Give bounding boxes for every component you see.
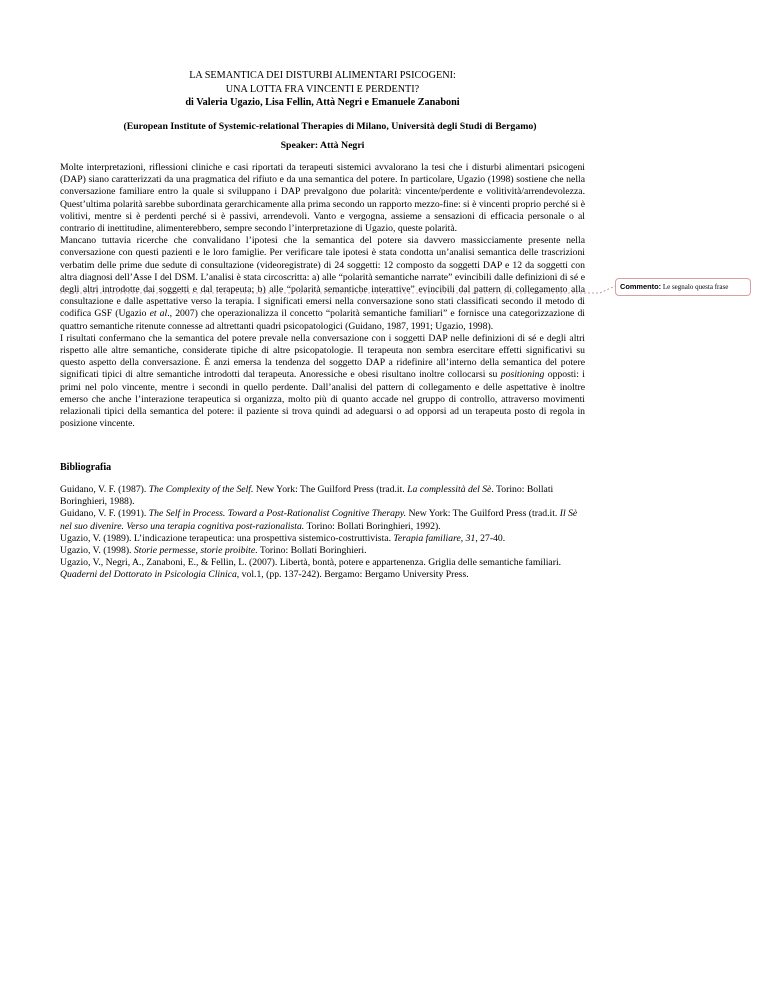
ref2-title: The Self in Process. Toward a Post-Rationalist Cognitive Therapy. bbox=[148, 508, 407, 520]
comment-connector-line bbox=[60, 283, 615, 295]
ref4-title: Storie permesse, storie proibite bbox=[133, 545, 256, 557]
bibliography-heading: Bibliografia bbox=[60, 462, 112, 473]
abstract-body bbox=[60, 162, 585, 430]
abstract-p3-text-b: opposti: i primi nel polo vincente, mentre i secondi in quello perdente. Dall’analisi del pattern di collegamento e delle aspettative è inoltre emerso che anche l’interazione terapeutica si organizza, molto più di quanto accade nel gruppo di controllo, attraverso movimenti relazionali tipici della semantica del potere: il paziente si trova quindi ad adeguarsi o ad opporsi ad un terapeuta posto di regola in posizione vincente. bbox=[60, 369, 585, 430]
ref3-volume: 31 bbox=[465, 532, 476, 544]
ref5-text-b: , vol.1, (pp. 137-242). Bergamo: Bergamo University Press. bbox=[236, 569, 469, 581]
ref1-translation-title: La complessità del Sè bbox=[407, 484, 492, 495]
ref1-text-a: Guidano, V. F. (1987). bbox=[60, 484, 149, 495]
comment-balloon[interactable] bbox=[615, 278, 751, 296]
ref1-text-c: . Torino: Bollati Boringhieri, 1988). bbox=[60, 484, 554, 508]
ref3-text-c: , 27-40. bbox=[475, 532, 506, 544]
abstract-p2-text-a: Mancano tuttavia ricerche che convalidano l’ipotesi che la semantica del potere sia davvero massicciamente presente nella conversazione con questi pazienti e le loro famiglie. Per verificare tale ipotesi è stata condotta un’analisi semantica delle trascrizioni verbatim delle prime due sedute di consultazione (videoregistrate) di 24 soggetti: 12 composto da soggetti DAP e 12 da soggetti con altra diagnosi dell’Asse I del DSM. L’analisi è stata circoscritta: a) alle “polarità semantiche narrate” evincibili dalle definizioni di sé e degli altri introdotte dai soggetti e dal terapeuta; b) alle “polarità semantiche interattive” evincibili dal pattern di collegamento alla consultazione e dalle aspettative verso la terapia. I significati emersi nella conversazione sono stati classificati secondo il metodo di codifica GSF (Ugazio bbox=[60, 235, 585, 320]
ref1-text-b: New York: The Guilford Press (trad.it. bbox=[253, 484, 408, 495]
comment-text: Le segnalo questa frase bbox=[661, 283, 729, 291]
ref3-text-b: , bbox=[460, 532, 466, 544]
ref5-journal: Quaderni del Dottorato in Psicologia Clinica bbox=[60, 569, 237, 581]
ref5-text-a: Ugazio, V., Negri, A., Zanaboni, E., & Fellin, L. (2007). Libertà, bontà, potere e appartenenza. Griglia delle semantiche familiari. bbox=[60, 557, 562, 569]
ref1-title: The Complexity of the Self. bbox=[148, 484, 254, 495]
ref2-text-c: Torino: Bollati Boringhieri, 1992). bbox=[304, 520, 441, 532]
abstract-p3-text-a: I risultati confermano che la semantica del potere prevale nella conversazione con i soggetti DAP nelle definizioni di sé e degli altri rispetto alle altre semantiche, considerate tipiche di altre psicopatologie. Il terapeuta non sembra esercitare effetti significativi su questo aspetto della conversazione. È anzi emersa la tendenza del soggetto DAP a ridefinire all’interno della semantica del potere significati tipici di altre semantiche introdotti dal terapeuta. Anoressiche e obesi risultano inoltre collocarsi su bbox=[60, 332, 585, 381]
ref4-text-b: . Torino: Bollati Boringhieri. bbox=[255, 545, 367, 557]
bibliography-list bbox=[60, 484, 585, 582]
abstract-paragraph-1: Molte interpretazioni, riflessioni cliniche e casi riportati da terapeuti sistemici avvalorano la tesi che i disturbi alimentari psicogeni (DAP) siano caratterizzati da una pragmatica del rifiuto e da una semantica del potere. In particolare, Ugazio (1998) sostiene che nella conversazione familiare entro la quale si sviluppano i DAP prevalgono due polarità: vincente/perdente e volitività/arrendevolezza. Quest’ultima polarità sarebbe subordinata gerarchicamente alla prima secondo un rapporto mezzo-fine: si è vincenti proprio perché si è volitivi, mentre si è perdenti perché si è passivi, arrendevoli. Vanto e vergogna, assieme a sensazioni di efficacia personale o al contrario di inettitudine, alimenterebbero, sempre secondo l’interpretazione di Ugazio, queste polarità. bbox=[60, 162, 585, 235]
ref4-text-a: Ugazio, V. (1998). bbox=[60, 545, 134, 557]
abstract-p3-italic: positioning bbox=[500, 369, 545, 381]
ref2-text-a: Guidano, V. F. (1991). bbox=[60, 508, 149, 520]
title-line-1: LA SEMANTICA DEI DISTURBI ALIMENTARI PSICOGENI: bbox=[189, 70, 456, 81]
title-block bbox=[60, 69, 585, 110]
reference-item bbox=[60, 508, 585, 532]
abstract-p2-text-b: ., 2007) che operazionalizza il concetto “polarità semantiche familiari” e fornisce una categorizzazione di quattro semantiche ritenute connesse ad altrettanti quadri psicopatologici (Guidano, 1987, 1991; Ugazio, 1998). bbox=[60, 308, 586, 332]
comment-label: Commento: bbox=[620, 282, 662, 291]
reference-item bbox=[60, 484, 585, 508]
ref2-translation-title: Il Sè nel suo divenire. Verso una terapia cognitiva post-razionalista. bbox=[60, 508, 578, 532]
abstract-p2-italic: et al bbox=[149, 308, 168, 320]
authors: di Valeria Ugazio, Lisa Fellin, Attà Negri e Emanuele Zanaboni bbox=[185, 97, 460, 108]
ref3-text-a: Ugazio, V. (1989). L’indicazione terapeutica: una prospettiva sistemico-costruttivista. bbox=[60, 532, 394, 544]
speaker: Speaker: Attà Negri bbox=[280, 140, 365, 151]
abstract-paragraph-3 bbox=[60, 333, 585, 431]
affiliation: (European Institute of Systemic-relational Therapies di Milano, Università degli Studi di Bergamo) bbox=[123, 121, 537, 132]
reference-item bbox=[60, 545, 585, 557]
reference-item bbox=[60, 557, 585, 581]
title-line-2: UNA LOTTA FRA VINCENTI E PERDENTI? bbox=[225, 83, 420, 95]
ref2-text-b: New York: The Guilford Press (trad.it. bbox=[406, 508, 560, 520]
reference-item bbox=[60, 533, 585, 545]
ref3-journal: Terapia familiare bbox=[393, 532, 461, 544]
